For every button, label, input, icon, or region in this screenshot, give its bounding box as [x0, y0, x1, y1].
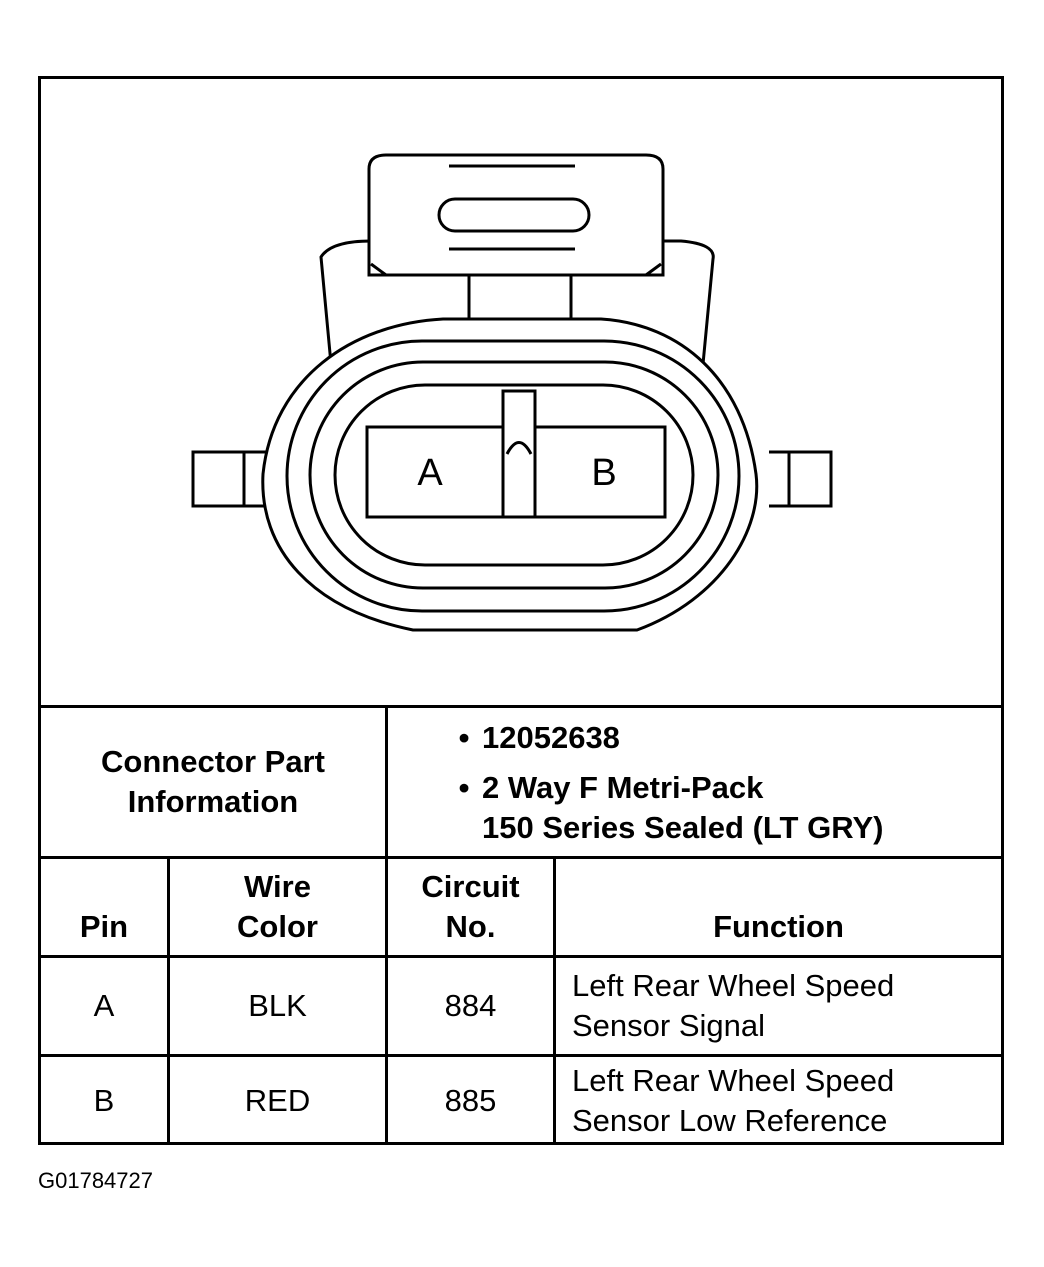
header-circuit-no: [388, 859, 553, 955]
lock-tab: [369, 155, 663, 275]
cavity-b-label: B: [591, 452, 617, 494]
header-pin: Pin: [79, 909, 129, 944]
header-wire-color-line1: Wire: [244, 869, 311, 904]
left-ear: [193, 452, 271, 506]
row-a-function: [556, 958, 1001, 1054]
row-b-function-line2: Sensor Low Reference: [572, 1103, 888, 1138]
part-number: 12052638: [482, 720, 620, 755]
row-a-function-line2: Sensor Signal: [572, 1008, 766, 1043]
row-b-circuit: 885: [444, 1083, 497, 1118]
part-info-values: [388, 708, 1001, 856]
cavity-a-label: A: [417, 452, 443, 494]
row-b-pin: B: [93, 1083, 115, 1118]
header-wire-color: [170, 859, 385, 955]
header-wire-color-line2: Color: [237, 909, 318, 944]
connector-description-line2: 150 Series Sealed (LT GRY): [482, 810, 884, 845]
part-info-label: [41, 708, 385, 856]
header-function: Function: [713, 909, 844, 944]
right-ear: [769, 452, 831, 506]
bullet: •: [458, 720, 470, 755]
header-circuit-line1: Circuit: [421, 869, 520, 904]
connector-info-table: [41, 705, 1001, 1142]
row-a-wire-color: BLK: [248, 988, 307, 1023]
figure-id: G01784727: [38, 1168, 153, 1193]
part-info-label-line1: Connector Part: [101, 744, 325, 779]
bullet: •: [458, 770, 470, 805]
row-a-circuit: 884: [444, 988, 497, 1023]
connector-figure-frame: [38, 76, 1004, 1145]
header-circuit-line2: No.: [445, 909, 496, 944]
row-b-wire-color: RED: [244, 1083, 311, 1118]
row-b-function: [556, 1057, 1001, 1145]
row-a-function-line1: Left Rear Wheel Speed: [572, 968, 895, 1003]
connector-face-diagram: [41, 79, 1001, 707]
part-info-label-line2: Information: [127, 784, 299, 819]
row-a-pin: A: [93, 988, 115, 1023]
connector-description-line1: 2 Way F Metri-Pack: [482, 770, 764, 805]
row-b-function-line1: Left Rear Wheel Speed: [572, 1063, 895, 1098]
